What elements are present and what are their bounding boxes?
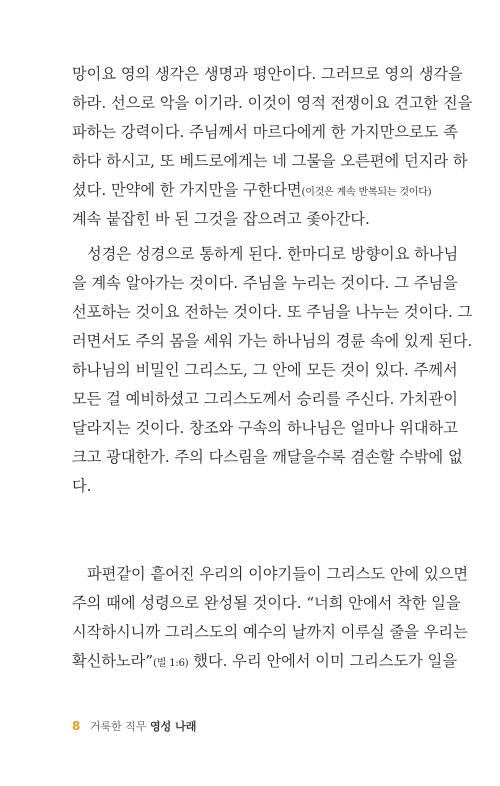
text-line: 크고 광대한가. 주의 다스림을 깨달을수록 겸손할 수밖에 없 bbox=[72, 448, 463, 466]
text-line: 주의 때에 성령으로 완성될 것이다. “너희 안에서 착한 일을 bbox=[72, 594, 461, 612]
paragraph-2 bbox=[72, 240, 473, 501]
text-line: 모든 걸 예비하셨고 그리스도께서 승리를 주신다. 가치관이 bbox=[72, 390, 458, 408]
paragraph-1 bbox=[72, 60, 473, 234]
text-line: 계속 붙잡힌 바 된 그것을 잡으려고 좇아간다. bbox=[72, 210, 370, 228]
text-line: 을 계속 알아가는 것이다. 주님을 누리는 것이다. 그 주님을 bbox=[72, 274, 458, 292]
paragraph-3 bbox=[72, 560, 469, 676]
text-line: 망이요 영의 생각은 생명과 평안이다. 그러므로 영의 생각을 bbox=[72, 65, 463, 83]
text-line: 시작하시니까 그리스도의 예수의 날까지 이루실 줄을 우리는 bbox=[72, 623, 468, 641]
text-line: 하나님의 비밀인 그리스도, 그 안에 모든 것이 있다. 주께서 bbox=[72, 361, 458, 379]
text-segment: 셨다. 만약에 한 가지만을 구한다면 bbox=[72, 181, 302, 199]
text-segment: 했다. bbox=[188, 652, 228, 670]
text-segment: 성경은 성경으로 통하게 된다. 한마디로 방향이요 하나님 bbox=[87, 245, 459, 263]
inline-note: (이것은 계속 반복되는 것이다) bbox=[301, 187, 432, 198]
book-title-regular: 거룩한 직무 bbox=[89, 720, 147, 733]
text-line: 러면서도 주의 몸을 세워 가는 하나님의 경륜 속에 있게 된다. bbox=[72, 332, 473, 350]
page-number: 8 bbox=[72, 719, 81, 733]
text-line-with-reference bbox=[72, 647, 458, 676]
text-line: 선포하는 것이요 전하는 것이다. 또 주님을 나누는 것이다. 그 bbox=[72, 303, 473, 321]
text-line bbox=[72, 560, 469, 589]
text-line: 달라지는 것이다. 창조와 구속의 하나님은 얼마나 위대하고 bbox=[72, 419, 458, 437]
text-segment: 파편같이 흩어진 우리의 이야기들이 그리스도 안에 있으면 bbox=[87, 565, 469, 583]
text-line-with-note bbox=[72, 176, 432, 205]
text-line bbox=[72, 240, 459, 269]
scripture-reference: (빌 1:6) bbox=[153, 658, 189, 669]
text-segment: 확신하노라” bbox=[72, 652, 154, 670]
page-footer bbox=[72, 716, 196, 736]
text-line: 하다 하시고, 또 베드로에게는 네 그물을 오른편에 던지라 하 bbox=[72, 152, 468, 170]
text-segment: 우리 안에서 이미 그리스도가 일을 bbox=[232, 652, 458, 670]
text-line: 하라. 선으로 악을 이기라. 이것이 영적 전쟁이요 견고한 진을 bbox=[72, 94, 473, 112]
text-line: 파하는 강력이다. 주님께서 마르다에게 한 가지만으로도 족 bbox=[72, 123, 458, 141]
book-title-bold: 영성 나래 bbox=[150, 720, 197, 733]
text-line: 다. bbox=[72, 477, 92, 495]
